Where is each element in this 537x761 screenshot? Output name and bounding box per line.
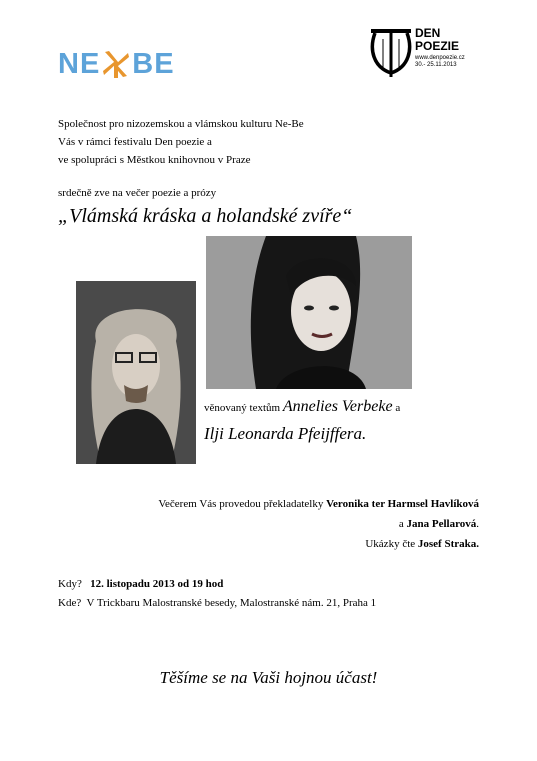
author-photo-woman: [206, 236, 412, 389]
invite-text: srdečně zve na večer poezie a prózy: [58, 187, 217, 199]
nebe-logo-right: BE: [132, 47, 175, 80]
dedication-line1: [204, 398, 400, 416]
author-photo-man: [76, 281, 196, 464]
den-poezie-dates: 30.- 25.11.2013: [415, 62, 457, 68]
event-details: [58, 575, 376, 613]
where-line: [58, 594, 376, 613]
nebe-logo: [58, 49, 175, 79]
translators-block: [158, 494, 479, 534]
event-title: „Vlámská kráska a holandské zvíře“: [58, 205, 353, 227]
where-label: Kde?: [58, 597, 82, 609]
when-value: 12. listopadu 2013 od 19 hod: [90, 578, 224, 590]
den-poezie-line2: POEZIE: [415, 39, 460, 53]
closing-text: Těšíme se na Vaši hojnou účast!: [159, 668, 378, 687]
intro-line: Vás v rámci festivalu Den poezie a: [58, 136, 212, 148]
den-poezie-line1: DEN: [415, 26, 441, 40]
translators-line1: [158, 494, 479, 514]
translators-suffix: .: [476, 518, 479, 530]
intro-line: Společnost pro nizozemskou a vlámskou kulturu Ne-Be: [58, 118, 304, 130]
translator1-name: Veronika ter Harmsel Havlíková: [326, 498, 479, 510]
den-poezie-info: [415, 55, 465, 69]
den-poezie-title: [415, 27, 459, 53]
dedication-prefix: věnovaný textům: [204, 402, 281, 414]
den-poezie-url: www.denpoezie.cz: [415, 55, 465, 61]
reader-name: Josef Straka.: [417, 538, 479, 550]
where-value: V Trickbaru Malostranské besedy, Malostranské nám. 21, Praha 1: [86, 597, 377, 609]
author1-name: Annelies Verbeke: [282, 398, 393, 415]
translator2-name: Jana Pellarová: [406, 518, 477, 530]
windmill-icon: [101, 49, 131, 79]
nebe-logo-left: NE: [58, 47, 101, 80]
when-label: Kdy?: [58, 578, 82, 590]
author2-name: Ilji Leonarda Pfeijffera.: [204, 424, 367, 443]
translators-prefix: Večerem Vás provedou překladatelky: [158, 498, 324, 510]
intro-line: ve spolupráci s Městkou knihovnou v Praze: [58, 154, 251, 166]
reading-prefix: Ukázky čte: [365, 538, 416, 550]
translators-and: a: [398, 518, 404, 530]
dedication-and: a: [395, 402, 401, 414]
when-line: [58, 575, 376, 594]
translators-line2: [158, 514, 479, 534]
intro-block: [58, 115, 304, 169]
reading-line: [365, 538, 479, 550]
